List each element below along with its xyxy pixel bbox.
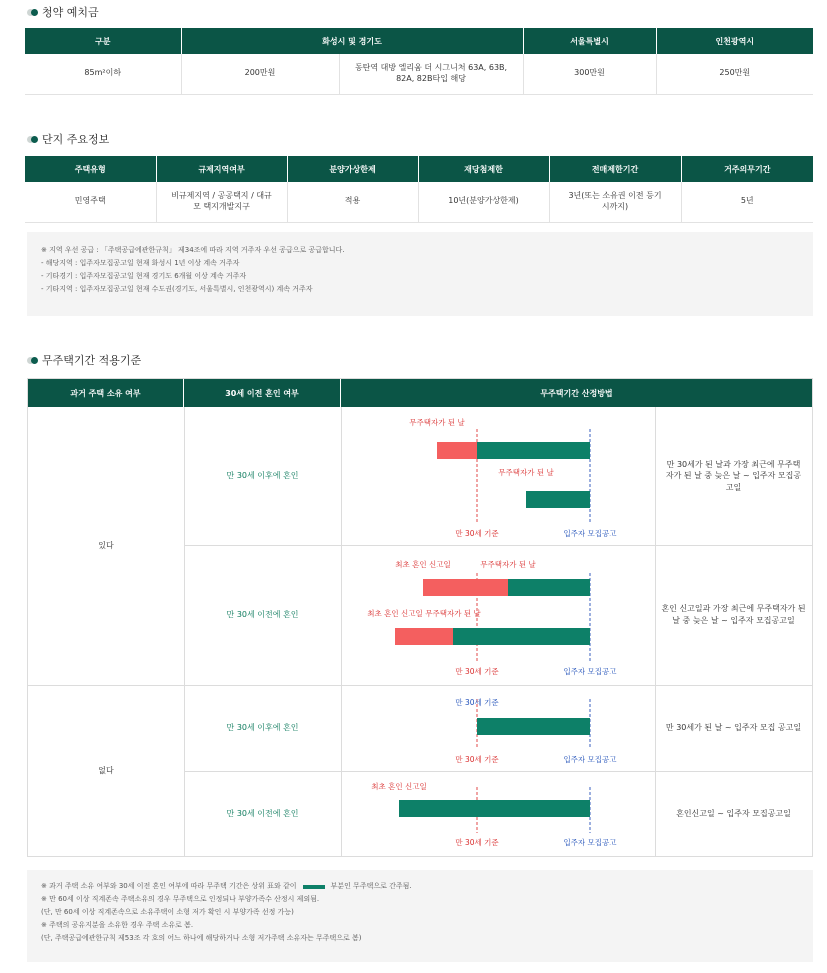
header-resale-limit: 전매제한기간 xyxy=(549,156,681,182)
first-marriage-label: 최초 혼인 신고일 xyxy=(367,609,423,618)
method-row-1: 만 30세가 된 날과 가장 최근에 무주택자가 된 날 중 늦은 날 ~ 입주자 모집공고일 xyxy=(665,459,802,492)
hwaseong-amount: 200만원 xyxy=(181,54,339,94)
note-line: - 기타경기 : 입주자모집공고일 현재 경기도 6개월 이상 계속 거주자 xyxy=(41,272,247,280)
header-method: 무주택기간 산정방법 xyxy=(341,379,812,407)
note-line: (단, 주택공급에관한규칙 제53조 각 호의 어느 하나에 해당하거나 소형 저가주택 소유자는 무주택으로 봄) xyxy=(41,934,362,942)
header-rewin-limit: 재당첨제한 xyxy=(418,156,549,182)
first-marriage-label: 최초 혼인 신고일 xyxy=(395,560,451,569)
red-bar xyxy=(395,628,453,645)
bullet-dots-icon xyxy=(27,136,38,143)
area-cell: 85m²이하 xyxy=(25,54,181,94)
price-cap-cell: 적용 xyxy=(287,182,418,222)
note-line: ※ 지역 우선 공급 : 「주택공급에관한규칙」 제34조에 따라 지역 거주자 우선 공급으로 공급합니다. xyxy=(41,246,345,254)
header-seoul: 서울특별시 xyxy=(523,28,656,54)
regulation-cell: 비규제지역 / 공공택지 / 대규모 택지개발지구 xyxy=(156,182,287,222)
marriage-row-2: 만 30세 이전에 혼인 xyxy=(226,610,299,620)
header-hwaseong: 화성시 및 경기도 xyxy=(181,28,523,54)
header-category: 구분 xyxy=(25,28,181,54)
diagram-row-2 xyxy=(341,545,655,685)
seoul-amount: 300만원 xyxy=(523,54,656,94)
section-title-homeless-period: 무주택기간 적용기준 xyxy=(27,352,141,368)
homeless-date-label: 무주택자가 된 날 xyxy=(425,609,481,618)
announcement-label: 입주자 모집공고 xyxy=(563,529,617,538)
header-marriage: 30세 이전 혼인 여부 xyxy=(184,379,341,407)
homeless-notes xyxy=(27,870,813,962)
red-bar xyxy=(437,442,477,459)
owned-no: 없다 xyxy=(98,765,114,775)
green-legend-icon xyxy=(303,885,325,889)
age30-label: 만 30세 기준 xyxy=(455,698,499,707)
note-line: - 기타지역 : 입주자모집공고일 현재 수도권(경기도, 서울특별시, 인천광역시) 계속 거주자 xyxy=(41,285,313,293)
homeless-date-label: 무주택자가 된 날 xyxy=(409,418,465,427)
method-row-3: 만 30세가 된 날 ~ 입주자 모집 공고일 xyxy=(665,723,802,733)
header-residence-duty: 거주의무기간 xyxy=(681,156,813,182)
housing-type-cell: 민영주택 xyxy=(25,182,156,222)
green-bar xyxy=(526,491,590,508)
green-bar xyxy=(477,718,590,735)
header-regulation: 규제지역여부 xyxy=(156,156,287,182)
marriage-row-1: 만 30세 이후에 혼인 xyxy=(226,471,299,481)
resale-limit-cell: 3년(또는 소유권 이전 등기시까지) xyxy=(549,182,681,222)
header-housing-type: 주택유형 xyxy=(25,156,156,182)
age30-basis-label: 만 30세 기준 xyxy=(455,838,499,847)
marriage-row-4: 만 30세 이전에 혼인 xyxy=(226,808,299,818)
hwaseong-note: 동탄역 대방 엘리움 더 시그니처 63A, 63B, 82A, 82B타입 해당 xyxy=(339,54,523,94)
rewin-limit-cell: 10년(분양가상한제) xyxy=(418,182,549,222)
header-ownership: 과거 주택 소유 여부 xyxy=(28,379,184,407)
note-line: (단, 만 60세 이상 직계존속으로 소유주택이 소형 저가 확인 시 부양가족 선정 가능) xyxy=(41,908,294,916)
bullet-dots-icon xyxy=(27,9,38,16)
method-row-2: 혼인 신고일과 가장 최근에 무주택자가 된 날 중 늦은 날 ~ 입주자 모집공고일 xyxy=(661,604,806,625)
section-title-deposit: 청약 예치금 xyxy=(27,4,99,20)
residence-duty-cell: 5년 xyxy=(681,182,813,222)
diagram-row-4 xyxy=(341,771,655,856)
homeless-date-label: 무주택자가 된 날 xyxy=(480,560,536,569)
green-bar xyxy=(477,442,590,459)
announcement-label: 입주자 모집공고 xyxy=(563,838,617,847)
note-line: ※ 주택의 공유지분을 소유한 경우 주택 소유로 봄. xyxy=(41,921,194,929)
note-line: - 해당지역 : 입주자모집공고일 현재 화성시 1년 이상 계속 거주자 xyxy=(41,259,240,267)
marriage-row-3: 만 30세 이후에 혼인 xyxy=(226,723,299,733)
green-bar xyxy=(453,628,590,645)
incheon-amount: 250만원 xyxy=(656,54,813,94)
announcement-label: 입주자 모집공고 xyxy=(563,755,617,764)
header-incheon: 인천광역시 xyxy=(656,28,813,54)
header-price-cap: 분양가상한제 xyxy=(287,156,418,182)
homeless-date-label: 무주택자가 된 날 xyxy=(498,468,554,477)
green-bar xyxy=(399,800,590,817)
first-marriage-label: 최초 혼인 신고일 xyxy=(371,782,427,791)
note-line: ※ 과거 주택 소유 여부와 30세 이전 혼인 여부에 따라 무주택 기간은 상위 표와 같이 부분인 무주택으로 간주됨. xyxy=(41,882,412,890)
diagram-row-1 xyxy=(341,407,655,545)
complex-info-table xyxy=(25,156,813,223)
method-row-4: 혼인신고일 ~ 입주자 모집공고일 xyxy=(676,808,791,818)
red-bar xyxy=(423,579,508,596)
deposit-table xyxy=(25,28,813,95)
announcement-label: 입주자 모집공고 xyxy=(563,667,617,676)
green-bar xyxy=(508,579,590,596)
priority-notes xyxy=(27,232,813,316)
note-line: ※ 만 60세 이상 직계존속 주택소유의 경우 무주택으로 인정되나 부양가족수 산정시 제외됨. xyxy=(41,895,320,903)
owned-yes: 있다 xyxy=(98,541,114,551)
diagram-row-3 xyxy=(341,685,655,771)
age30-basis-label: 만 30세 기준 xyxy=(455,755,499,764)
age30-basis-label: 만 30세 기준 xyxy=(455,667,499,676)
bullet-dots-icon xyxy=(27,357,38,364)
age30-basis-label: 만 30세 기준 xyxy=(455,529,499,538)
homeless-period-table xyxy=(27,378,813,857)
section-title-complex-info: 단지 주요정보 xyxy=(27,131,109,147)
